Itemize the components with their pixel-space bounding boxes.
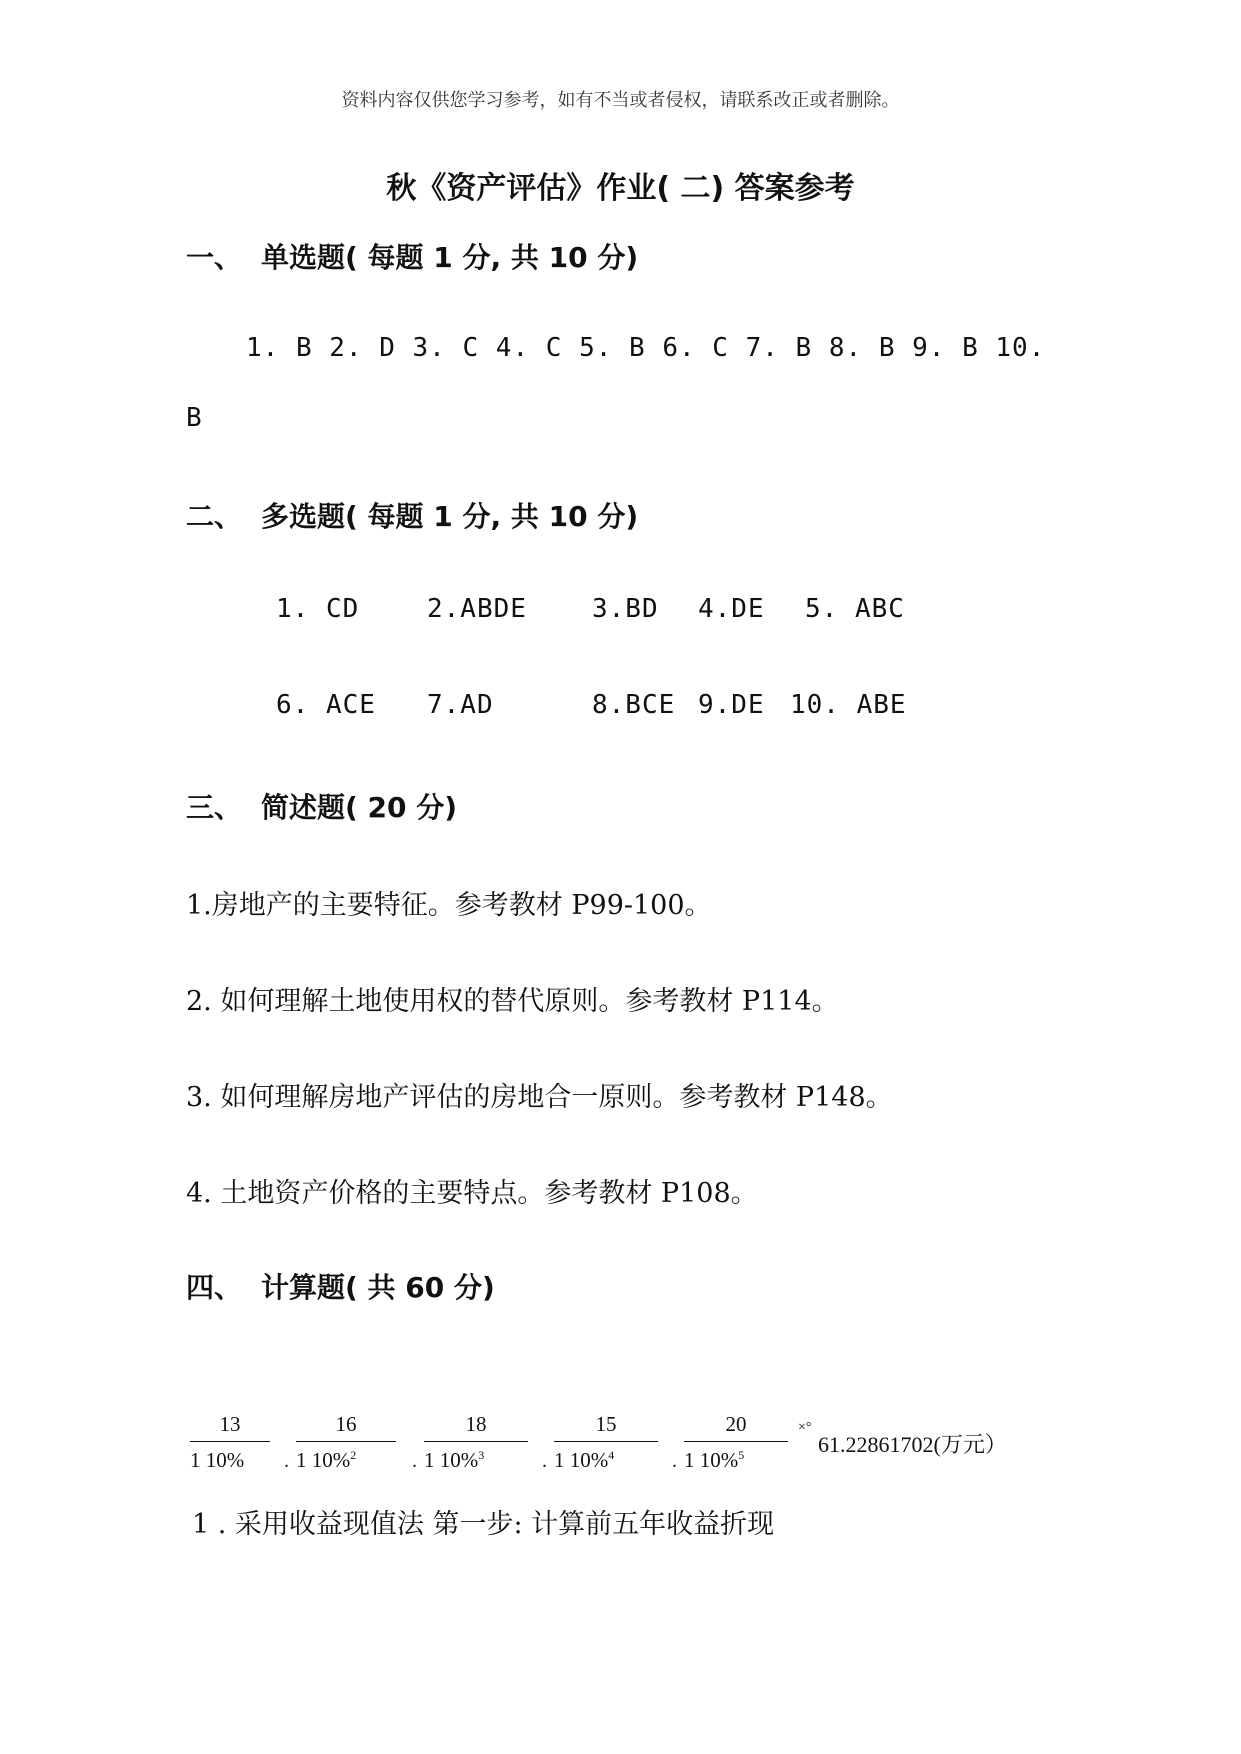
formula-operator: . (284, 1450, 289, 1472)
formula-numerator: 18 (424, 1412, 528, 1442)
multi-choice-answer: 9.DE (698, 690, 765, 720)
formula-fraction (554, 1412, 658, 1473)
section-1-title: 单选题( 每题 1 分, 共 10 分) (261, 241, 639, 274)
short-answer-item: 4. 土地资产价格的主要特点。参考教材 P108。 (186, 1178, 758, 1209)
calculation-step-line: 1 . 采用收益现值法 第一步: 计算前五年收益折现 (192, 1509, 775, 1540)
formula-numerator: 20 (684, 1412, 788, 1442)
document-title: 秋《资产评估》作业( 二) 答案参考 (386, 171, 855, 206)
section-2-title: 多选题( 每题 1 分, 共 10 分) (261, 500, 639, 533)
section-2-number: 二、 (186, 500, 243, 533)
formula-exponent: 4 (608, 1448, 615, 1462)
multi-choice-answer: 2.ABDE (427, 594, 527, 624)
section-3-heading (186, 786, 457, 826)
approx-sign-icon: ×° (798, 1420, 812, 1435)
section-3-number: 三、 (186, 791, 243, 824)
multi-choice-answer: 10. ABE (790, 690, 907, 720)
formula-operator: . (412, 1450, 417, 1472)
multi-choice-answer: 4.DE (698, 594, 765, 624)
formula-exponent: 3 (478, 1448, 485, 1462)
formula-fraction (684, 1412, 788, 1473)
section-2-heading (186, 495, 638, 535)
formula-operator: . (542, 1450, 547, 1472)
formula-fraction (296, 1412, 396, 1473)
formula-denominator: 1 10% (190, 1448, 245, 1472)
formula-denominator: 1 10% (684, 1448, 739, 1472)
formula-numerator: 15 (554, 1412, 658, 1442)
multi-choice-answer: 8.BCE (592, 690, 676, 720)
section-4-number: 四、 (186, 1271, 243, 1304)
formula-operator: . (672, 1450, 677, 1472)
formula-denominator: 1 10% (554, 1448, 609, 1472)
section-3-title: 简述题( 20 分) (261, 791, 458, 824)
formula-fraction (190, 1412, 270, 1473)
formula-exponent: 2 (350, 1448, 357, 1462)
formula-exponent: 5 (738, 1448, 745, 1462)
disclaimer-header: 资料内容仅供您学习参考，如有不当或者侵权，请联系改正或者删除。 (341, 90, 900, 111)
single-choice-answers-line-2: B (186, 403, 203, 433)
multi-choice-answer: 7.AD (427, 690, 494, 720)
formula-result: 61.22861702(万元） (818, 1432, 1007, 1457)
section-4-title: 计算题( 共 60 分) (261, 1271, 495, 1304)
formula-fraction (424, 1412, 528, 1473)
formula-denominator: 1 10% (424, 1448, 479, 1472)
short-answer-item: 2. 如何理解土地使用权的替代原则。参考教材 P114。 (186, 986, 839, 1017)
single-choice-answers-line-1: 1. B 2. D 3. C 4. C 5. B 6. C 7. B 8. B 9. B 10. (246, 333, 1046, 363)
section-1-heading (186, 236, 638, 276)
multi-choice-answer: 1. CD (276, 594, 360, 624)
formula-denominator: 1 10% (296, 1448, 351, 1472)
short-answer-item: 1.房地产的主要特征。参考教材 P99-100。 (186, 890, 712, 921)
formula-numerator: 13 (190, 1412, 270, 1442)
section-4-heading (186, 1266, 495, 1306)
multi-choice-answer: 3.BD (592, 594, 659, 624)
section-1-number: 一、 (186, 241, 243, 274)
short-answer-item: 3. 如何理解房地产评估的房地合一原则。参考教材 P148。 (186, 1082, 893, 1113)
multi-choice-answer: 6. ACE (276, 690, 376, 720)
multi-choice-answer: 5. ABC (805, 594, 905, 624)
formula-numerator: 16 (296, 1412, 396, 1442)
